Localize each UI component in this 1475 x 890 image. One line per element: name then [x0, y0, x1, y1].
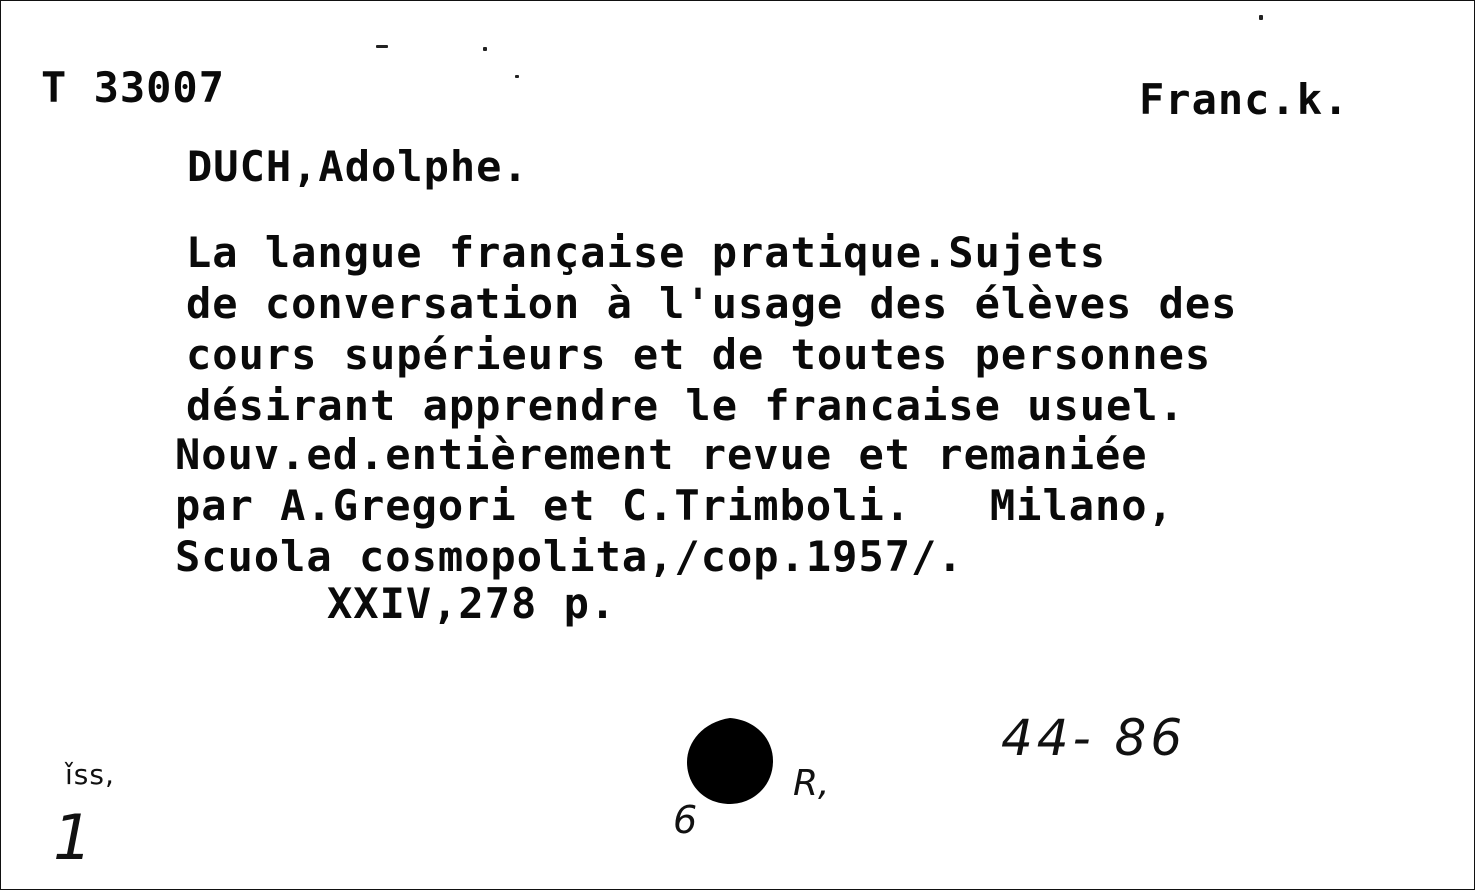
pagination: XXIV,278 p. [327, 579, 617, 628]
call-number: T 33007 [41, 63, 226, 112]
handwritten-one: 1 [53, 801, 93, 874]
handwritten-iss: ǐss, [65, 758, 115, 791]
title-description: La langue française pratique.Sujets de conversation à l'usage des élèves des cours supérieurs et de toutes personnes désirant apprendre le francaise usuel. [186, 228, 1238, 430]
handwritten-range: 44- 86 [1001, 709, 1187, 767]
speck [515, 75, 519, 78]
author-heading: DUCH,Adolphe. [187, 142, 529, 191]
speck [1259, 15, 1263, 20]
speck [376, 45, 388, 48]
location-code: Franc.k. [1139, 75, 1350, 124]
edition-imprint: Nouv.ed.entièrement revue et remaniée par A.Gregori et C.Trimboli. Milano, Scuola cosmopolita,/cop.1957/. [175, 430, 1174, 581]
punch-hole [685, 716, 775, 806]
handwritten-six: 6 [673, 798, 698, 842]
handwritten-r-mark: R, [793, 763, 830, 804]
speck [483, 47, 487, 51]
